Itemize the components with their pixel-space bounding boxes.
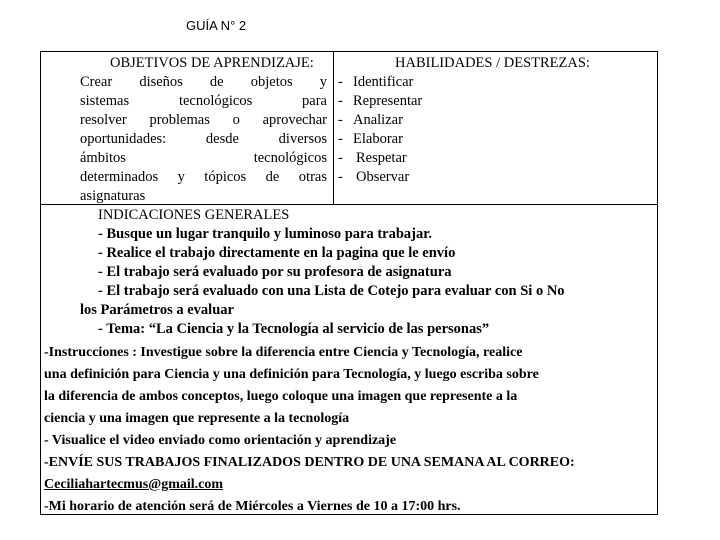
skill-label: Observar (356, 169, 410, 185)
general-line: - El trabajo será evaluado con una Lista de Cotejo para evaluar con Si o No (98, 283, 565, 299)
column-divider (333, 51, 334, 205)
skill-label: Identificar (353, 74, 414, 90)
skill-bullet: - (338, 150, 343, 166)
skills-heading: HABILIDADES / DESTREZAS: (395, 55, 590, 71)
general-line: - Busque un lugar tranquilo y luminoso para trabajar. (98, 226, 432, 242)
schedule-line: -Mi horario de atención será de Miércoles a Viernes de 10 a 17:00 hrs. (44, 499, 461, 514)
general-line: - El trabajo será evaluado por su profesora de asignatura (98, 264, 452, 280)
skill-label: Respetar (356, 150, 407, 166)
objective-line: ámbitos tecnológicos (80, 150, 327, 166)
objective-line: resolver problemas o aprovechar (80, 112, 327, 128)
objective-line: Crear diseños de objetos y (80, 74, 327, 90)
objective-line: sistemas tecnológicos para (80, 93, 327, 109)
send-line: -ENVÍE SUS TRABAJOS FINALIZADOS DENTRO DE UNA SEMANA AL CORREO: (44, 455, 575, 470)
general-line: los Parámetros a evaluar (80, 302, 234, 318)
topic-line: - Tema: “La Ciencia y la Tecnología al servicio de las personas” (98, 321, 490, 337)
instructions-line: -Instrucciones : Investigue sobre la diferencia entre Ciencia y Tecnología, realice (44, 345, 523, 360)
skill-bullet: - (338, 93, 343, 109)
skill-label: Representar (353, 93, 423, 109)
skill-label: Analizar (353, 112, 403, 128)
guide-title: GUÍA N° 2 (186, 18, 247, 33)
instructions-line: ciencia y una imagen que represente a la tecnología (44, 411, 350, 426)
instructions-line: la diferencia de ambos conceptos, luego coloque una imagen que represente a la (44, 389, 518, 404)
skill-bullet: - (338, 169, 343, 185)
video-line: - Visualice el video enviado como orientación y aprendizaje (44, 433, 397, 448)
instructions-line: una definición para Ciencia y una definición para Tecnología, y luego escriba sobre (44, 367, 539, 382)
general-line: - Realice el trabajo directamente en la pagina que le envío (98, 245, 456, 261)
objective-line: oportunidades: desde diversos (80, 131, 327, 147)
skill-bullet: - (338, 112, 343, 128)
objective-line: determinados y tópicos de otras (80, 169, 327, 185)
skill-bullet: - (338, 74, 343, 90)
email-link[interactable]: Ceciliahartecmus@gmail.com (44, 477, 224, 492)
objective-line: asignaturas (80, 188, 146, 204)
objectives-heading: OBJETIVOS DE APRENDIZAJE: (110, 55, 314, 71)
skill-bullet: - (338, 131, 343, 147)
skill-label: Elaborar (353, 131, 403, 147)
general-heading: INDICACIONES GENERALES (98, 207, 290, 223)
